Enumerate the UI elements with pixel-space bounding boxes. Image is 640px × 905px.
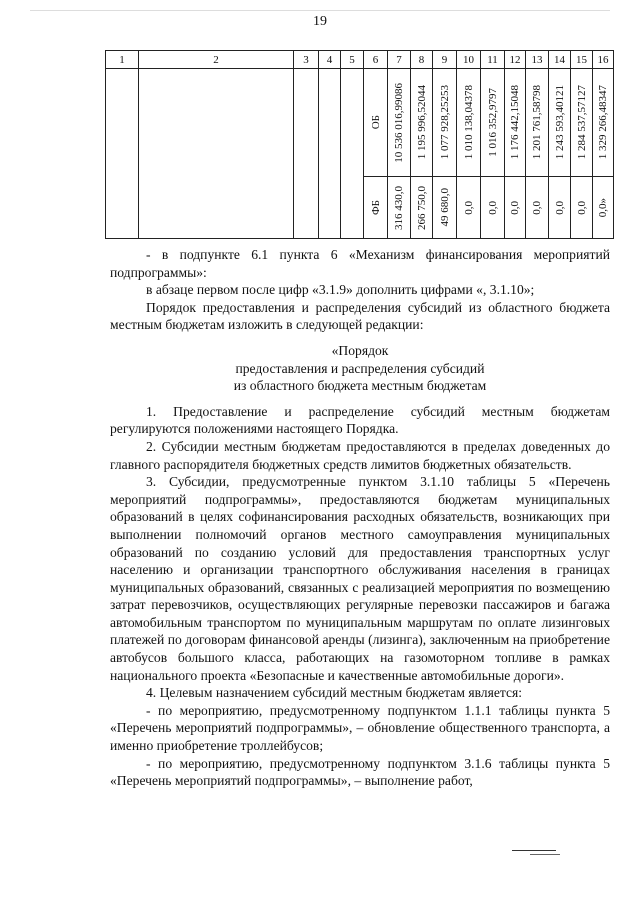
value-cell <box>388 69 411 177</box>
paragraph: в абзаце первом после цифр «3.1.9» дополнить цифрами «, 3.1.10»; <box>146 282 535 298</box>
budget-source-cell <box>364 69 388 177</box>
value-cell <box>505 69 526 177</box>
col-number: 12 <box>505 51 526 69</box>
section-title: из областного бюджета местным бюджетам <box>233 378 487 394</box>
budget-source-label: ОБ <box>369 115 382 130</box>
table-value: 0,0 <box>486 200 499 215</box>
scan-artifact-line <box>30 10 610 11</box>
paragraph: - по мероприятию, предусмотренному подпунктом 3.1.6 таблицы пункта 5 «Перечень мероприятий подпрограммы», – выполнение работ, <box>110 755 610 789</box>
col-number: 14 <box>549 51 571 69</box>
col-number: 10 <box>457 51 481 69</box>
empty-cell <box>341 69 364 239</box>
scan-artifact-line <box>512 850 556 851</box>
table-value: 1 176 442,15048 <box>509 85 521 160</box>
table-row-regional-budget <box>106 69 614 177</box>
value-cell <box>526 177 549 239</box>
table-value: 0,0 <box>575 200 588 215</box>
budget-source-cell <box>364 177 388 239</box>
col-number: 1 <box>106 51 139 69</box>
value-cell <box>571 69 593 177</box>
col-number: 4 <box>319 51 341 69</box>
table-value: 1 077 928,25253 <box>438 85 451 160</box>
value-cell <box>411 69 433 177</box>
page-number: 19 <box>313 14 327 29</box>
empty-cell <box>139 69 294 239</box>
table-value: 1 195 996,52044 <box>415 85 428 160</box>
funding-table <box>105 50 614 239</box>
value-cell <box>571 177 593 239</box>
empty-cell <box>106 69 139 239</box>
table-value: 1 284 537,57127 <box>575 85 588 160</box>
column-number-row <box>106 51 614 69</box>
value-cell <box>433 69 457 177</box>
paragraph: 3. Субсидии, предусмотренные пунктом 3.1.10 таблицы 5 «Перечень мероприятий подпрограммы», предоставляются бюджетам муниципальных образований в целях софинансирования расходных обязательств, возникающих при выполнении полномочий органов местного самоуправления муниципальных образований по созданию условий для предоставления транспортных услуг населению и организации транспортного обслуживания населения в границах муниципальных образований, связанных с реализацией мероприятия по возмещению затрат перевозчиков, осуществляющих регулярные перевозки пассажиров и багажа автомобильным транспортом по муниципальным маршрутам по оплате лизинговых платежей по договорам финансовой аренды (лизинга), заключенным на приобретение автобусов большого класса, работающих на газомоторном топливе в рамках национального проекта «Безопасные и качественные автомобильные дороги». <box>110 474 610 683</box>
value-cell <box>505 177 526 239</box>
col-number: 16 <box>593 51 614 69</box>
value-cell <box>526 69 549 177</box>
empty-cell <box>294 69 319 239</box>
col-number: 13 <box>526 51 549 69</box>
value-cell <box>593 177 614 239</box>
value-cell <box>457 177 481 239</box>
value-cell <box>549 69 571 177</box>
col-number: 8 <box>411 51 433 69</box>
value-cell <box>433 177 457 239</box>
table-value: 49 680,0 <box>438 188 451 227</box>
col-number: 2 <box>139 51 294 69</box>
empty-cell <box>319 69 341 239</box>
table-value: 266 750,0 <box>415 185 428 230</box>
col-number: 11 <box>481 51 505 69</box>
col-number: 6 <box>364 51 388 69</box>
paragraph: 4. Целевым назначением субсидий местным бюджетам является: <box>146 685 523 701</box>
section-title: предоставления и распределения субсидий <box>235 360 485 376</box>
table-value: 0,0 <box>553 200 566 215</box>
table-value: 0,0» <box>597 197 609 218</box>
paragraph: - в подпункте 6.1 пункта 6 «Механизм финансирования мероприятий подпрограммы»: <box>110 247 610 280</box>
value-cell <box>593 69 614 177</box>
section-title: «Порядок <box>331 342 389 358</box>
budget-source-label: ФБ <box>369 199 382 215</box>
table-value: 316 430,0 <box>393 185 405 230</box>
value-cell <box>388 177 411 239</box>
table-value: 0,0 <box>509 200 521 215</box>
table-value: 10 536 016,99086 <box>393 82 405 163</box>
col-number: 5 <box>341 51 364 69</box>
document-body <box>110 246 610 790</box>
col-number: 15 <box>571 51 593 69</box>
table-value: 1 010 138,04378 <box>462 85 475 160</box>
table-value: 1 329 266,48347 <box>597 85 609 160</box>
spacer <box>110 334 610 342</box>
table-value: 0,0 <box>462 200 475 215</box>
value-cell <box>457 69 481 177</box>
value-cell <box>411 177 433 239</box>
col-number: 9 <box>433 51 457 69</box>
col-number: 7 <box>388 51 411 69</box>
table-value: 1 201 761,58798 <box>531 85 543 160</box>
table-value: 1 016 352,9797 <box>486 88 499 157</box>
scan-artifact-line <box>530 854 560 855</box>
value-cell <box>481 69 505 177</box>
table-value: 1 243 593,40121 <box>553 85 566 160</box>
paragraph: - по мероприятию, предусмотренному подпунктом 1.1.1 таблицы пункта 5 «Перечень мероприятий подпрограммы», – обновление общественного транспорта, а именно приобретение троллейбусов; <box>110 702 610 754</box>
paragraph: 2. Субсидии местным бюджетам предоставляются в пределах доведенных до главного распорядителя бюджетных средств лимитов бюджетных обязательств. <box>110 438 610 472</box>
value-cell <box>481 177 505 239</box>
table-value: 0,0 <box>531 200 543 215</box>
spacer <box>110 395 610 403</box>
value-cell <box>549 177 571 239</box>
paragraph: Порядок предоставления и распределения субсидий из областного бюджета местным бюджетам изложить в следующей редакции: <box>110 299 610 333</box>
col-number: 3 <box>294 51 319 69</box>
paragraph: 1. Предоставление и распределение субсидий местным бюджетам регулируются положениями настоящего Порядка. <box>110 403 610 437</box>
